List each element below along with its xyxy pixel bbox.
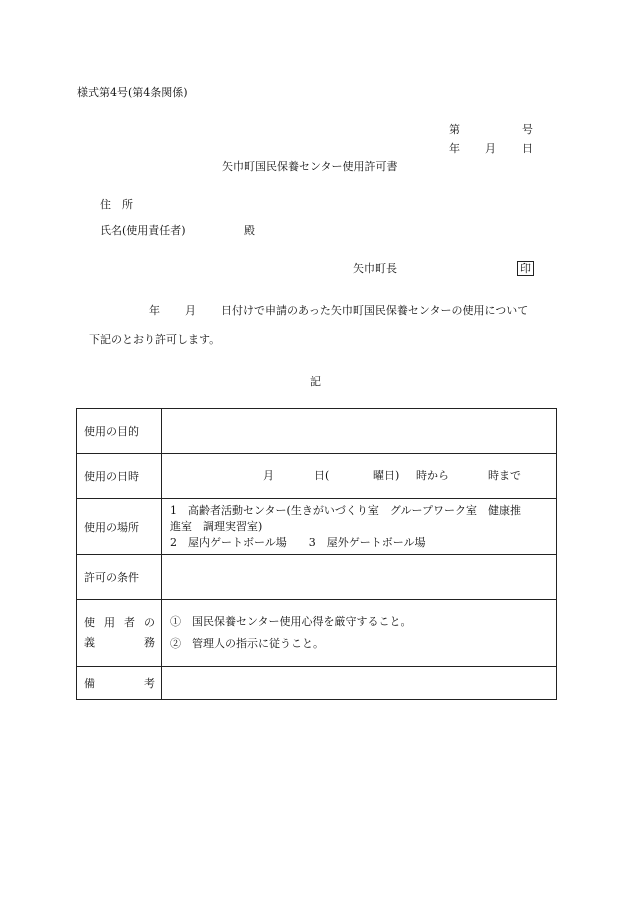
ki-heading: 記 (310, 375, 321, 388)
date-day: 日 (522, 142, 533, 155)
datetime-weekday: 曜日) (373, 469, 400, 482)
document-title: 矢巾町国民保養センター使用許可書 (222, 160, 398, 173)
table-row-conditions (77, 555, 557, 600)
place-line3: 2 屋内ゲートボール場 3 屋外ゲートボール場 (170, 535, 426, 549)
applicant-name-label: 氏名(使用責任者) (100, 224, 186, 237)
obligations-label-line2: 義 務 (84, 636, 155, 649)
date-month: 月 (485, 142, 496, 155)
datetime-value (162, 454, 557, 499)
purpose-value (162, 409, 557, 454)
obligations-label-line1: 使 用 者 の (84, 616, 155, 629)
body-month: 月 (185, 304, 196, 317)
datetime-from: 時から (416, 469, 449, 482)
table-row-place (77, 499, 557, 555)
place-label: 使用の場所 (77, 499, 162, 555)
date-year: 年 (449, 142, 460, 155)
table-row-obligations (77, 600, 557, 667)
obligations-label (77, 600, 162, 667)
datetime-month: 月 (263, 469, 274, 482)
purpose-label: 使用の目的 (77, 409, 162, 454)
place-value (162, 499, 557, 555)
doc-number-dai: 第 (449, 123, 460, 136)
datetime-day: 日( (314, 469, 330, 482)
place-line2: 進室 調理実習室) (170, 519, 263, 533)
table-row-remarks (77, 667, 557, 700)
obligation-item-2: ② 管理人の指示に従うこと。 (170, 637, 324, 650)
permit-details-table (76, 408, 557, 700)
honorific: 殿 (244, 224, 255, 237)
address-label: 住 所 (100, 198, 133, 211)
remarks-value (162, 667, 557, 700)
conditions-value (162, 555, 557, 600)
datetime-to: 時まで (488, 469, 521, 482)
body-text-line2: 下記のとおり許可します。 (89, 333, 221, 346)
form-number: 様式第4号(第4条関係) (77, 86, 188, 99)
obligations-value (162, 600, 557, 667)
issuer-name: 矢巾町長 (353, 262, 397, 275)
conditions-label: 許可の条件 (77, 555, 162, 600)
table-row-purpose (77, 409, 557, 454)
body-year: 年 (149, 304, 160, 317)
remarks-label: 備 考 (77, 667, 162, 700)
obligation-item-1: ① 国民保養センター使用心得を厳守すること。 (170, 615, 412, 628)
seal-mark: 印 (517, 261, 534, 276)
doc-number-go: 号 (522, 123, 533, 136)
table-row-datetime (77, 454, 557, 499)
datetime-label: 使用の日時 (77, 454, 162, 499)
body-text-line1: 日付けで申請のあった矢巾町国民保養センターの使用について (221, 304, 529, 317)
place-line1: 1 高齢者活動センター(生きがいづくり室 グループワーク室 健康推 (170, 503, 521, 517)
